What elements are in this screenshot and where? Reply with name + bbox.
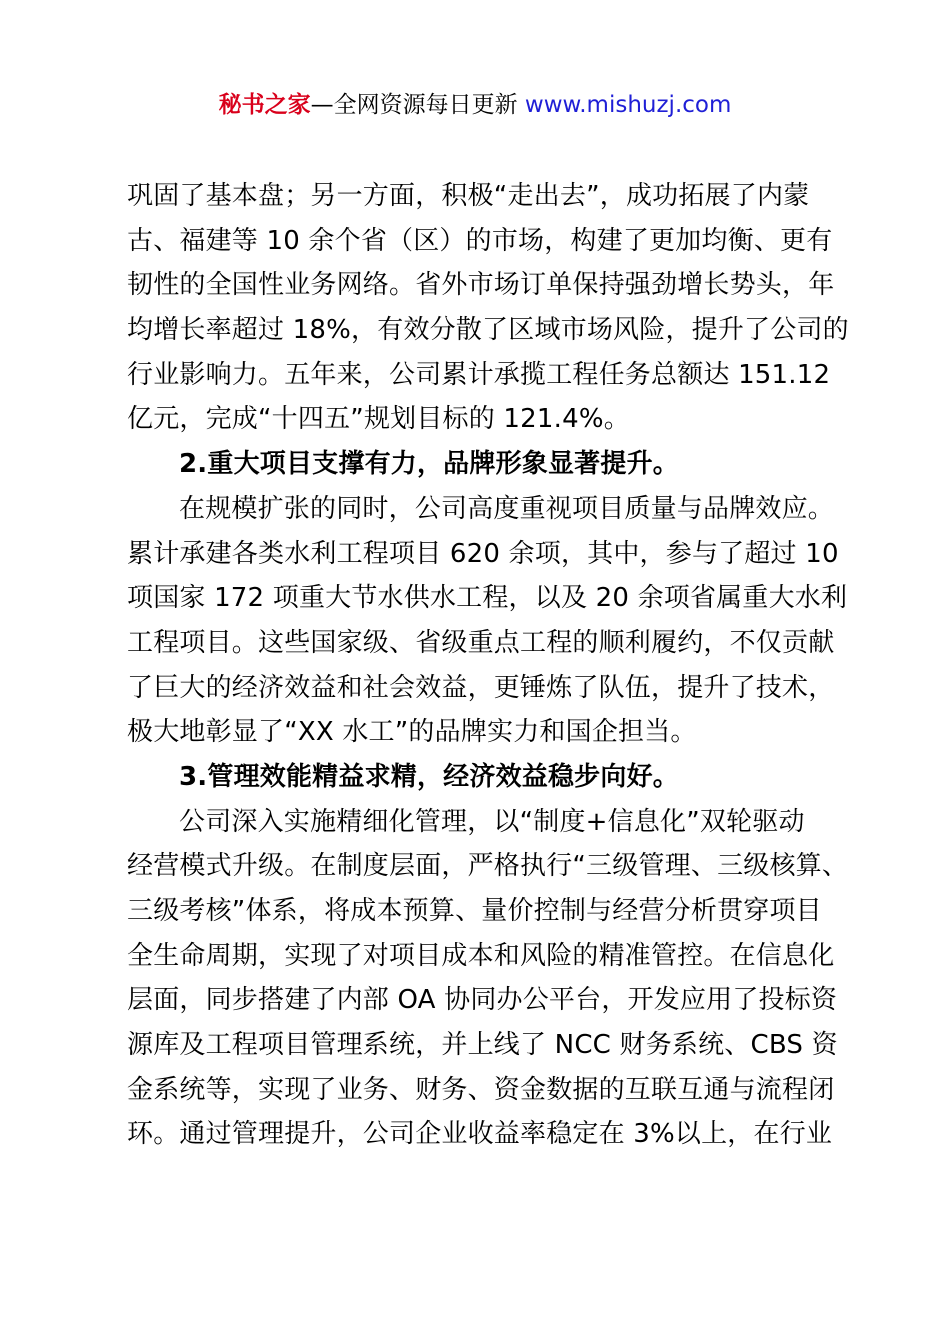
- paragraph-line: 经营模式升级。在制度层面，严格执行“三级管理、三级核算、: [127, 851, 849, 882]
- paragraph-line: 韧性的全国性业务网络。省外市场订单保持强劲增长势头，年: [127, 270, 835, 301]
- paragraph-line: 行业影响力。五年来，公司累计承揽工程任务总额达 151.12: [127, 359, 831, 390]
- paragraph-line: 巩固了基本盘；另一方面，积极“走出去”，成功拓展了内蒙: [127, 181, 810, 211]
- section-heading: 2.重大项目支撑有力，品牌形象显著提升。: [179, 449, 679, 480]
- paragraph-line: 全生命周期，实现了对项目成本和风险的精准管控。在信息化: [127, 940, 835, 971]
- paragraph-line: 了巨大的经济效益和社会效益，更锤炼了队伍，提升了技术，: [127, 672, 835, 703]
- paragraph-line: 古、福建等 10 余个省（区）的市场，构建了更加均衡、更有: [127, 225, 833, 256]
- site-brand: 秘书之家: [218, 92, 311, 118]
- paragraph-line: 在规模扩张的同时，公司高度重视项目质量与品牌效应。: [179, 493, 835, 524]
- paragraph-line: 层面，同步搭建了内部 OA 协同办公平台，开发应用了投标资: [127, 985, 838, 1016]
- site-header: [0, 88, 950, 122]
- paragraph-line: 极大地彰显了“XX 水工”的品牌实力和国企担当。: [127, 717, 697, 748]
- paragraph-line: 环。通过管理提升，公司企业收益率稳定在 3%以上，在行业: [127, 1119, 833, 1150]
- paragraph-line: 项国家 172 项重大节水供水工程，以及 20 余项省属重大水利: [127, 583, 848, 614]
- paragraph-line: 三级考核”体系，将成本预算、量价控制与经营分析贯穿项目: [127, 896, 822, 926]
- paragraph-line: 金系统等，实现了业务、财务、资金数据的互联互通与流程闭: [127, 1074, 835, 1105]
- paragraph-line: 工程项目。这些国家级、省级重点工程的顺利履约，不仅贡献: [127, 627, 835, 658]
- paragraph-line: 源库及工程项目管理系统，并上线了 NCC 财务系统、CBS 资: [127, 1030, 838, 1061]
- site-slogan: —全网资源每日更新: [310, 92, 525, 118]
- section-heading: 3.管理效能精益求精，经济效益稳步向好。: [179, 761, 679, 792]
- paragraph-line: 累计承建各类水利工程项目 620 余项，其中，参与了超过 10: [127, 538, 839, 569]
- site-url-link[interactable]: www.mishuzj.com: [524, 92, 732, 118]
- paragraph-line: 公司深入实施精细化管理，以“制度+信息化”双轮驱动: [179, 806, 805, 837]
- paragraph-line: 均增长率超过 18%，有效分散了区域市场风险，提升了公司的: [127, 315, 849, 346]
- paragraph-line: 亿元，完成“十四五”规划目标的 121.4%。: [127, 404, 630, 435]
- document-body: [127, 174, 847, 1157]
